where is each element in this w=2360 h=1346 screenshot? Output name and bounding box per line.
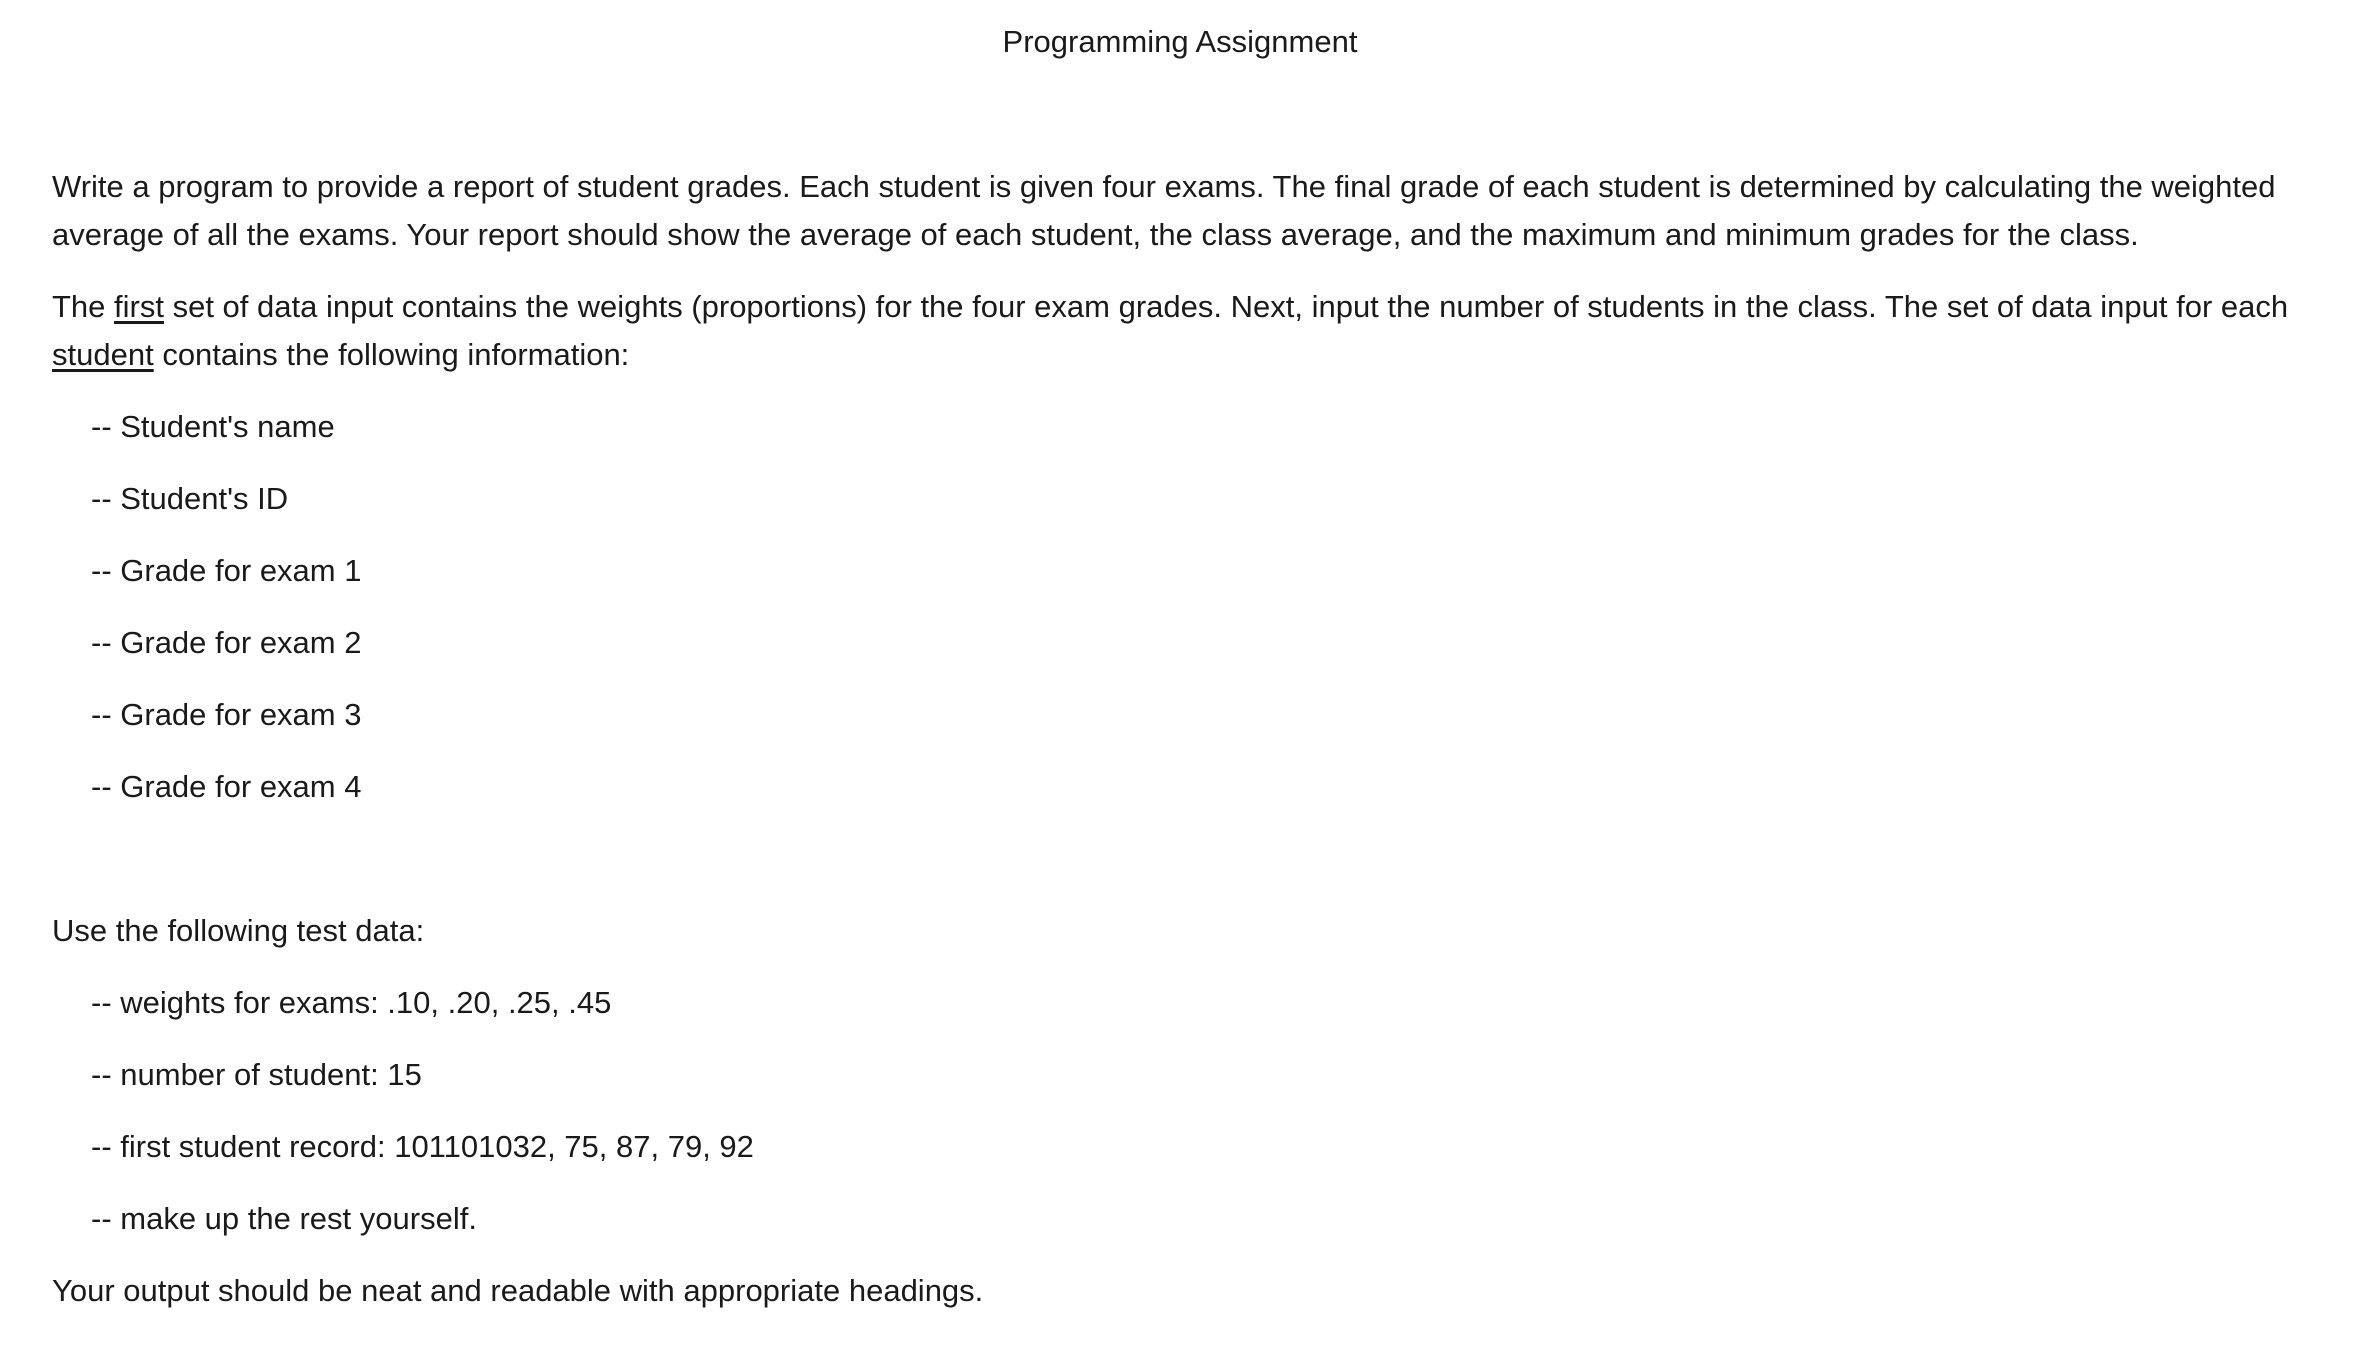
closing-paragraph: Your output should be neat and readable with appropriate headings. [52, 1273, 984, 1308]
intro-paragraph: Write a program to provide a report of student grades. Each student is given four exams. The final grade of each student is determined by calculating the weighted average of all the exams. Your report should show the average of each student, the class average, and the maximum and minimum grades for the class. [52, 169, 2276, 252]
student-field-item: -- Student's ID [91, 481, 289, 516]
test-data-item: -- make up the rest yourself. [91, 1201, 477, 1236]
test-data-item: -- weights for exams: .10, .20, .25, .45 [91, 985, 612, 1020]
test-data-item: -- number of student: 15 [91, 1057, 422, 1092]
input-description-paragraph [52, 283, 2342, 379]
student-field-item: -- Grade for exam 3 [91, 697, 362, 732]
input-text-part2: set of data input contains the weights (proportions) for the four exam grades. Next, input the number of students in the class. The set of data input for each [163, 289, 2289, 324]
input-text-part3: contains the following information: [153, 337, 630, 372]
student-field-item: -- Student's name [91, 409, 335, 444]
student-field-item: -- Grade for exam 1 [91, 553, 362, 588]
input-text-part1: The [52, 289, 115, 324]
page-title: Programming Assignment [1002, 24, 1358, 59]
test-data-heading: Use the following test data: [52, 913, 425, 948]
student-field-item: -- Grade for exam 4 [91, 769, 362, 804]
underlined-student: student [52, 337, 154, 372]
student-field-item: -- Grade for exam 2 [91, 625, 362, 660]
underlined-first: first [114, 289, 164, 324]
test-data-item: -- first student record: 101101032, 75, 87, 79, 92 [91, 1129, 754, 1164]
